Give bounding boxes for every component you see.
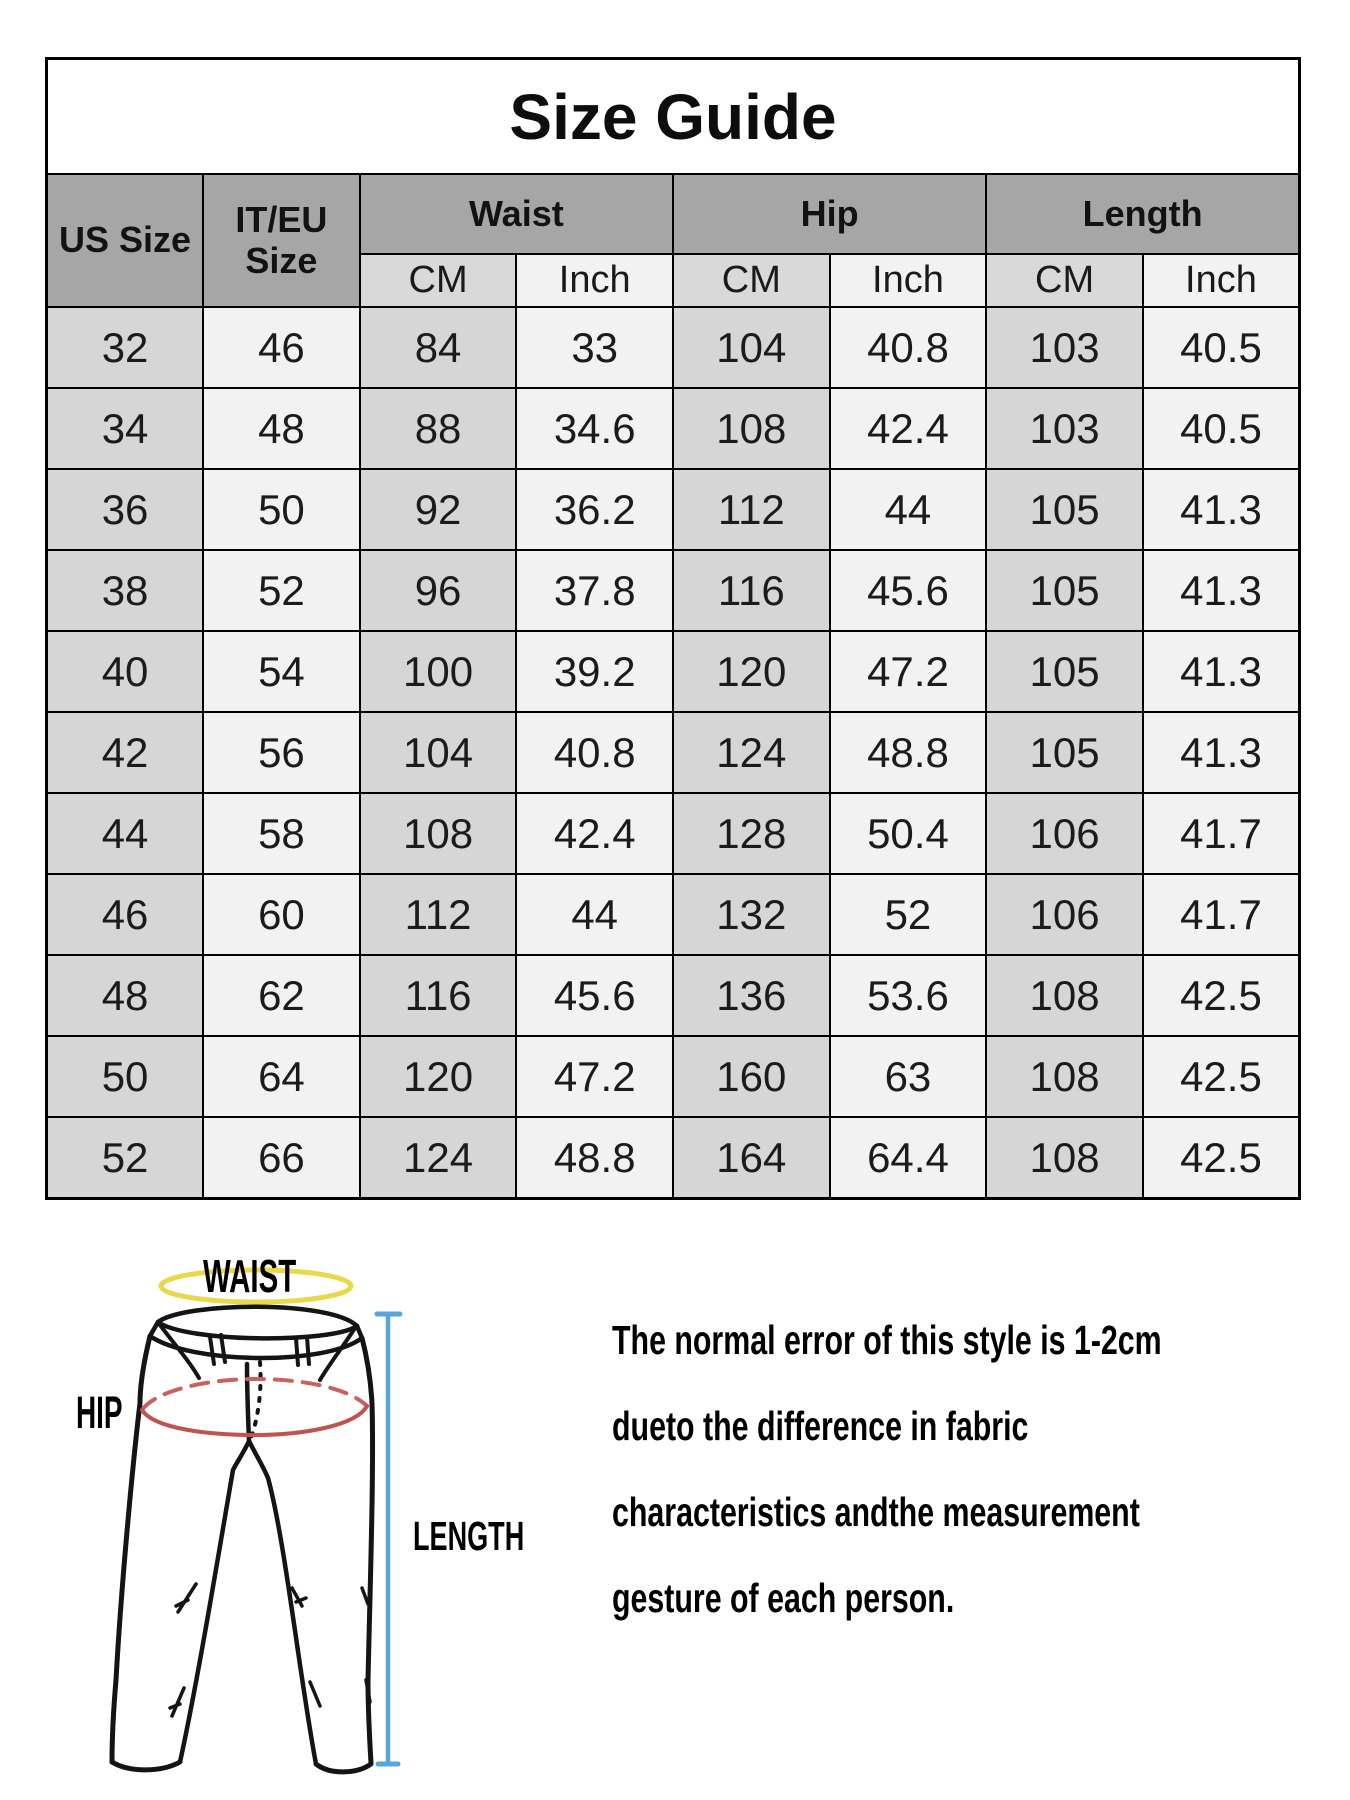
length-line-icon xyxy=(377,1314,400,1764)
size-cell: 108 xyxy=(360,793,517,874)
size-cell: 124 xyxy=(673,712,830,793)
hip-label: HIP xyxy=(76,1387,123,1438)
note-line: gesture of each person. xyxy=(612,1575,955,1621)
size-cell: 105 xyxy=(986,550,1143,631)
size-cell: 40.8 xyxy=(516,712,673,793)
size-cell: 34 xyxy=(47,388,204,469)
size-cell: 41.3 xyxy=(1143,550,1300,631)
size-cell: 103 xyxy=(986,307,1143,388)
size-cell: 108 xyxy=(673,388,830,469)
table-row xyxy=(47,1117,1300,1199)
size-cell: 106 xyxy=(986,793,1143,874)
size-cell: 46 xyxy=(203,307,360,388)
size-cell: 160 xyxy=(673,1036,830,1117)
size-cell: 120 xyxy=(673,631,830,712)
note-line: The normal error of this style is 1-2cm xyxy=(612,1317,1162,1363)
size-cell: 36 xyxy=(47,469,204,550)
size-cell: 52 xyxy=(203,550,360,631)
size-cell: 56 xyxy=(203,712,360,793)
col-header-hip: Hip xyxy=(673,174,986,254)
size-cell: 92 xyxy=(360,469,517,550)
size-cell: 136 xyxy=(673,955,830,1036)
size-cell: 124 xyxy=(360,1117,517,1199)
size-cell: 42.5 xyxy=(1143,1117,1300,1199)
size-cell: 48 xyxy=(203,388,360,469)
size-cell: 105 xyxy=(986,712,1143,793)
size-cell: 108 xyxy=(986,1036,1143,1117)
size-cell: 104 xyxy=(673,307,830,388)
size-cell: 41.3 xyxy=(1143,469,1300,550)
size-cell: 120 xyxy=(360,1036,517,1117)
col-header-length: Length xyxy=(986,174,1299,254)
col-header-iteu-size: IT/EU Size xyxy=(203,174,360,307)
size-cell: 36.2 xyxy=(516,469,673,550)
size-cell: 48.8 xyxy=(830,712,987,793)
unit-header-waist-inch: Inch xyxy=(516,254,673,307)
size-cell: 58 xyxy=(203,793,360,874)
size-cell: 50 xyxy=(203,469,360,550)
size-cell: 42.4 xyxy=(830,388,987,469)
size-cell: 106 xyxy=(986,874,1143,955)
title-row xyxy=(47,59,1300,175)
size-cell: 46 xyxy=(47,874,204,955)
size-cell: 96 xyxy=(360,550,517,631)
size-cell: 100 xyxy=(360,631,517,712)
size-cell: 44 xyxy=(516,874,673,955)
size-cell: 40.8 xyxy=(830,307,987,388)
size-cell: 116 xyxy=(360,955,517,1036)
size-cell: 47.2 xyxy=(830,631,987,712)
waist-label: WAIST xyxy=(203,1250,297,1302)
note-line: characteristics andthe measurement xyxy=(612,1489,1140,1535)
size-cell: 40 xyxy=(47,631,204,712)
size-cell: 105 xyxy=(986,469,1143,550)
size-cell: 42 xyxy=(47,712,204,793)
table-row xyxy=(47,712,1300,793)
size-cell: 48 xyxy=(47,955,204,1036)
size-cell: 64.4 xyxy=(830,1117,987,1199)
size-cell: 108 xyxy=(986,955,1143,1036)
size-cell: 33 xyxy=(516,307,673,388)
size-cell: 60 xyxy=(203,874,360,955)
table-row xyxy=(47,793,1300,874)
table-row xyxy=(47,388,1300,469)
size-cell: 108 xyxy=(986,1117,1143,1199)
size-cell: 48.8 xyxy=(516,1117,673,1199)
size-cell: 53.6 xyxy=(830,955,987,1036)
size-cell: 50.4 xyxy=(830,793,987,874)
table-row xyxy=(47,469,1300,550)
size-cell: 45.6 xyxy=(830,550,987,631)
table-row xyxy=(47,874,1300,955)
table-row xyxy=(47,1036,1300,1117)
size-table-body xyxy=(47,307,1300,1199)
size-cell: 42.5 xyxy=(1143,1036,1300,1117)
size-cell: 37.8 xyxy=(516,550,673,631)
size-cell: 116 xyxy=(673,550,830,631)
size-cell: 45.6 xyxy=(516,955,673,1036)
table-row xyxy=(47,550,1300,631)
size-cell: 128 xyxy=(673,793,830,874)
size-cell: 112 xyxy=(673,469,830,550)
size-cell: 62 xyxy=(203,955,360,1036)
size-cell: 105 xyxy=(986,631,1143,712)
size-cell: 41.7 xyxy=(1143,793,1300,874)
size-cell: 41.3 xyxy=(1143,712,1300,793)
size-cell: 64 xyxy=(203,1036,360,1117)
size-cell: 38 xyxy=(47,550,204,631)
size-cell: 52 xyxy=(830,874,987,955)
size-cell: 66 xyxy=(203,1117,360,1199)
size-cell: 47.2 xyxy=(516,1036,673,1117)
page-title: Size Guide xyxy=(47,59,1300,175)
size-cell: 54 xyxy=(203,631,360,712)
unit-header-hip-inch: Inch xyxy=(830,254,987,307)
size-cell: 41.3 xyxy=(1143,631,1300,712)
size-cell: 40.5 xyxy=(1143,388,1300,469)
size-cell: 103 xyxy=(986,388,1143,469)
note-text xyxy=(612,1297,1312,1641)
size-cell: 50 xyxy=(47,1036,204,1117)
size-cell: 41.7 xyxy=(1143,874,1300,955)
length-label: LENGTH xyxy=(413,1513,525,1559)
size-cell: 63 xyxy=(830,1036,987,1117)
unit-header-length-cm: CM xyxy=(986,254,1143,307)
size-cell: 44 xyxy=(830,469,987,550)
size-cell: 84 xyxy=(360,307,517,388)
size-cell: 39.2 xyxy=(516,631,673,712)
size-cell: 44 xyxy=(47,793,204,874)
unit-header-waist-cm: CM xyxy=(360,254,517,307)
unit-header-length-inch: Inch xyxy=(1143,254,1300,307)
col-header-us-size: US Size xyxy=(47,174,204,307)
size-guide-table xyxy=(45,57,1301,1200)
table-row xyxy=(47,631,1300,712)
col-header-waist: Waist xyxy=(360,174,673,254)
size-cell: 164 xyxy=(673,1117,830,1199)
size-cell: 132 xyxy=(673,874,830,955)
size-cell: 88 xyxy=(360,388,517,469)
size-cell: 52 xyxy=(47,1117,204,1199)
note-line: dueto the difference in fabric xyxy=(612,1403,1029,1449)
size-cell: 32 xyxy=(47,307,204,388)
size-cell: 34.6 xyxy=(516,388,673,469)
hip-ellipse-icon xyxy=(142,1379,367,1410)
table-row xyxy=(47,307,1300,388)
unit-header-hip-cm: CM xyxy=(673,254,830,307)
size-cell: 42.4 xyxy=(516,793,673,874)
table-row xyxy=(47,955,1300,1036)
size-cell: 112 xyxy=(360,874,517,955)
size-cell: 40.5 xyxy=(1143,307,1300,388)
size-cell: 42.5 xyxy=(1143,955,1300,1036)
size-cell: 104 xyxy=(360,712,517,793)
header-row xyxy=(47,174,1300,254)
